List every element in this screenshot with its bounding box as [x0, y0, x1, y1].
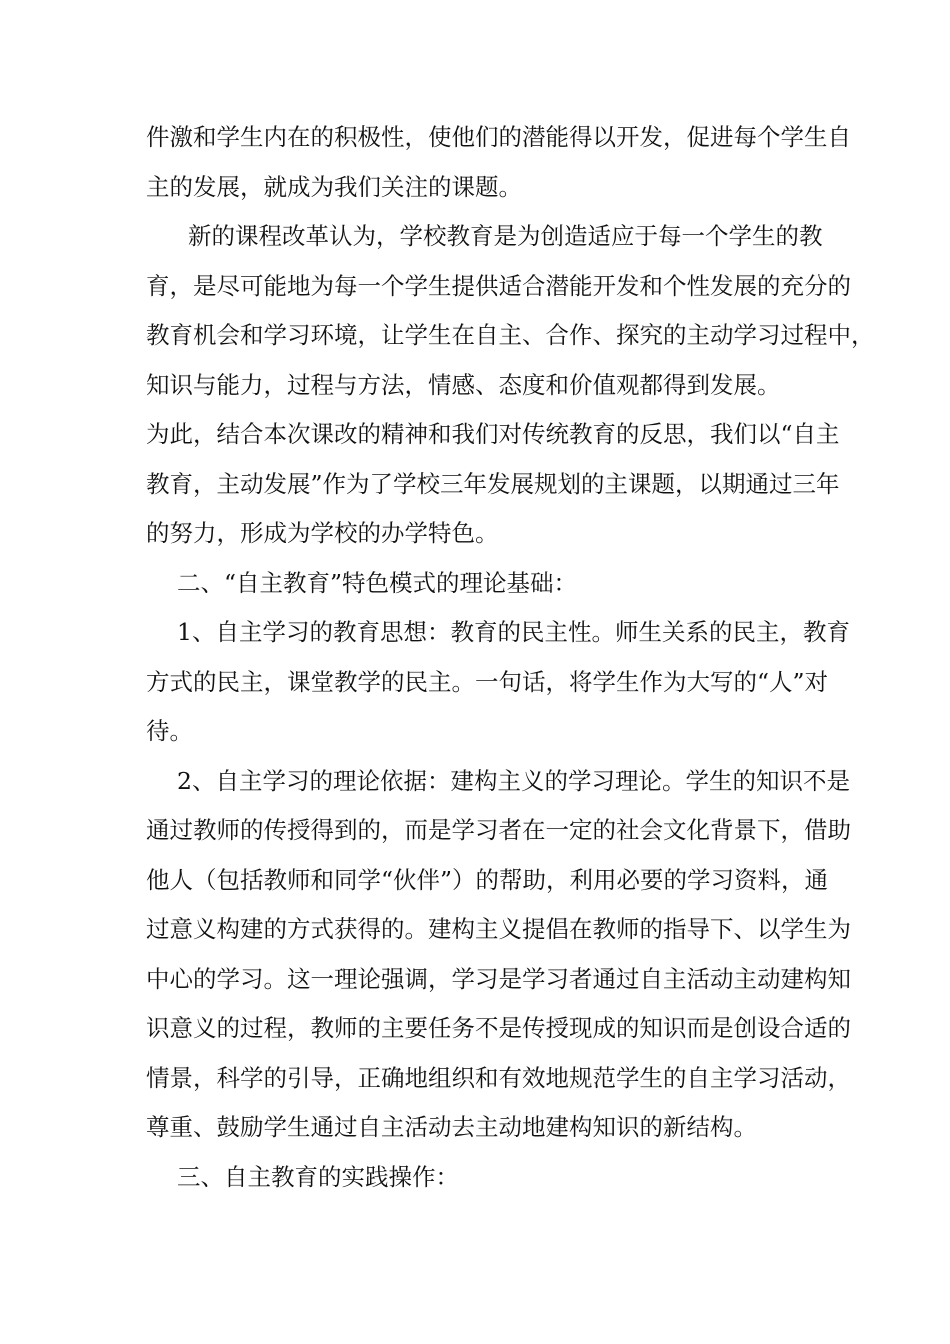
text-line: 情景，科学的引导，正确地组织和有效地规范学生的自主学习活动， [146, 1063, 851, 1092]
text-line: 过意义构建的方式获得的。建构主义提倡在教师的指导下、以学生为 [146, 915, 851, 943]
text-line: 通过教师的传授得到的，而是学习者在一定的社会文化背景下，借助 [146, 816, 851, 844]
text-line: 教育，主动发展”作为了学校三年发展规划的主课题，以期通过三年 [146, 469, 840, 498]
text-line: 识意义的过程，教师的主要任务不是传授现成的知识而是创设合适的 [146, 1014, 851, 1042]
section-heading: 二、“自主教育”特色模式的理论基础： [177, 568, 578, 597]
text-line: 育，是尽可能地为每一个学生提供适合潜能开发和个性发展的充分的 [146, 271, 851, 300]
text-line: 为此，结合本次课改的精神和我们对传统教育的反思，我们以“自主 [146, 420, 840, 448]
document-body [146, 113, 875, 1202]
section-heading: 三、自主教育的实践操作： [177, 1162, 459, 1191]
text-line: 尊重、鼓励学生通过自主活动去主动地建构知识的新结构。 [146, 1113, 757, 1141]
text-line: 知识与能力，过程与方法，情感、态度和价值观都得到发展。 [146, 370, 781, 399]
text-line: 主的发展，就成为我们关注的课题。 [146, 172, 522, 201]
text-line: 新的课程改革认为，学校教育是为创造适应于每一个学生的教 [188, 222, 823, 250]
text-line: 他人（包括教师和同学“伙伴”）的帮助，利用必要的学习资料，通 [146, 865, 829, 894]
text-line: 中心的学习。这一理论强调，学习是学习者通过自主活动主动建构知 [146, 964, 851, 993]
text-line: 教育机会和学习环境，让学生在自主、合作、探究的主动学习过程中， [146, 321, 875, 349]
text-line: 方式的民主，课堂教学的民主。一句话，将学生作为大写的“人”对 [146, 667, 829, 696]
text-line: 2、自主学习的理论依据：建构主义的学习理论。学生的知识不是 [177, 766, 850, 795]
text-line: 的努力，形成为学校的办学特色。 [146, 519, 499, 547]
text-line: 1、自主学习的教育思想：教育的民主性。师生关系的民主，教育 [177, 618, 850, 646]
text-line: 件激和学生内在的积极性，使他们的潜能得以开发，促进每个学生自 [146, 123, 851, 151]
text-line: 待。 [146, 717, 193, 745]
